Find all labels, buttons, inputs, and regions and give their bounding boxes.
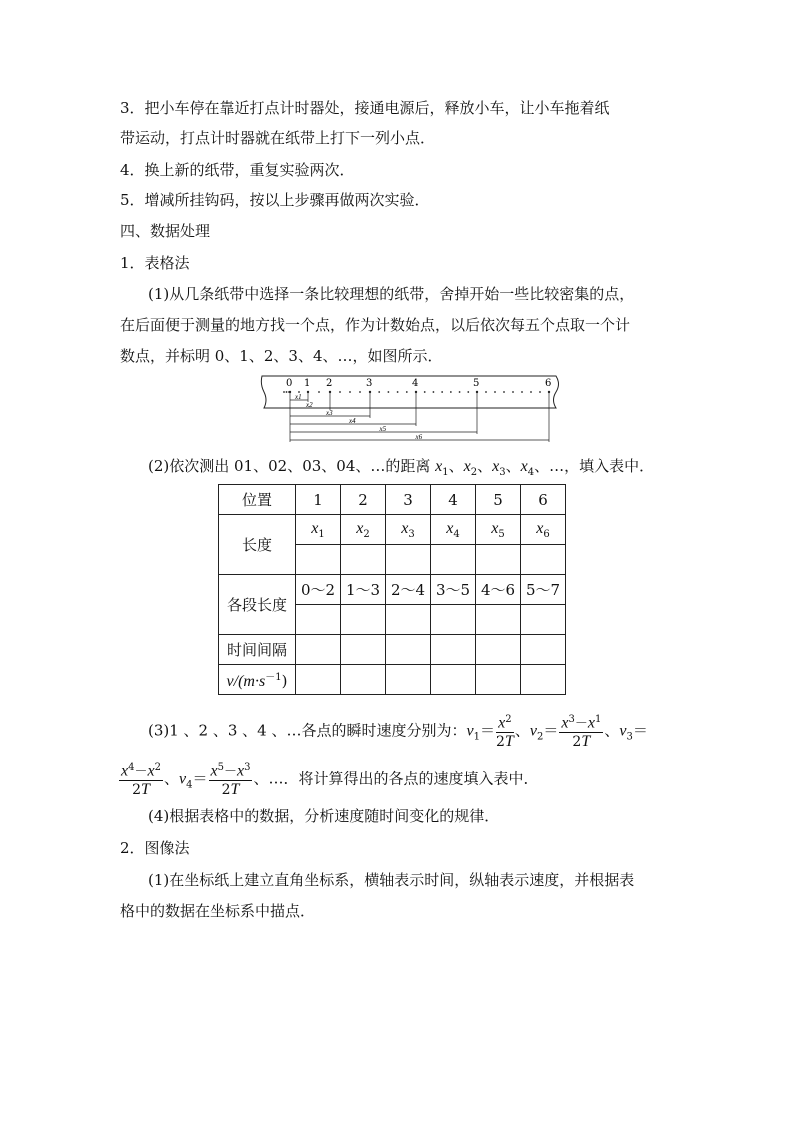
length-symbol: $x_4$ xyxy=(431,515,476,545)
empty-cell xyxy=(341,665,386,695)
tape-dot xyxy=(378,391,380,393)
tick-label: 2 xyxy=(326,378,333,389)
position-cell: 5 xyxy=(476,485,521,515)
segment-cell: 5～7 xyxy=(521,575,566,605)
position-cell: 3 xyxy=(386,485,431,515)
distance-label: x5 xyxy=(379,425,387,433)
tape-dot xyxy=(467,391,469,393)
para-5-line-2: 格中的数据在坐标系中描点． xyxy=(120,902,316,920)
data-table xyxy=(218,484,566,695)
para-1-line-3: 数点，并标明 0、1、2、3、4、…，如图所示． xyxy=(120,347,443,365)
tape-dot xyxy=(359,391,361,393)
tape-dot xyxy=(318,391,320,393)
empty-cell xyxy=(476,605,521,635)
tape-dot xyxy=(339,391,341,393)
tick-label: 3 xyxy=(366,378,373,389)
para-2-prefix: (2)依次测出 01、02、03、04、…的距离 xyxy=(148,457,436,475)
segment-cell: 3～5 xyxy=(431,575,476,605)
para-3-line-1: (3)1 、2 、3 、4 、…各点的瞬时速度分别为：$v_1=$ $\frac{x^2}{2T}$ 、$v_2=$ $\frac{x^3-x^1}{2T}$ 、$v_3=$ xyxy=(148,714,648,751)
tape-dot xyxy=(433,391,435,393)
tick-label: 6 xyxy=(545,378,552,389)
empty-cell xyxy=(476,635,521,665)
empty-cell xyxy=(431,635,476,665)
tick-label: 0 xyxy=(286,378,293,389)
empty-cell xyxy=(521,665,566,695)
position-cell: 4 xyxy=(431,485,476,515)
segment-cell: 0～2 xyxy=(296,575,341,605)
empty-cell xyxy=(296,635,341,665)
position-cell: 6 xyxy=(521,485,566,515)
distance-label: x6 xyxy=(415,433,423,441)
distance-label: x2 xyxy=(306,401,313,409)
empty-cell xyxy=(386,545,431,575)
distance-label: x3 xyxy=(326,409,333,417)
tick-label: 5 xyxy=(473,378,480,389)
tape-dot xyxy=(388,391,390,393)
segment-cell: 2～4 xyxy=(386,575,431,605)
position-cell: 2 xyxy=(341,485,386,515)
step-4: 4．换上新的纸带，重复实验两次． xyxy=(120,161,355,179)
tape-dot xyxy=(521,391,523,393)
tape-dot xyxy=(406,391,408,393)
empty-cell xyxy=(386,635,431,665)
tape-dot xyxy=(485,391,487,393)
tape-dot xyxy=(397,391,399,393)
method-table-heading: 1．表格法 xyxy=(120,254,190,272)
tape-dot xyxy=(349,391,351,393)
empty-cell xyxy=(341,635,386,665)
segment-length-label: 各段长度 xyxy=(219,575,296,635)
paper-tape-figure xyxy=(258,374,563,444)
step-3-line-2: 带运动，打点计时器就在纸带上打下一列小点． xyxy=(120,129,436,147)
empty-cell xyxy=(521,545,566,575)
position-cell: 1 xyxy=(296,485,341,515)
length-symbol: $x_5$ xyxy=(476,515,521,545)
empty-cell xyxy=(296,545,341,575)
method-graph-heading: 2．图像法 xyxy=(120,839,190,857)
tape-dot xyxy=(530,391,532,393)
tape-dot xyxy=(503,391,505,393)
empty-cell xyxy=(431,665,476,695)
segment-cell: 1～3 xyxy=(341,575,386,605)
para-2-suffix: 、…，填入表中． xyxy=(534,457,655,475)
para-3-suffix: ．将计算得出的各点的速度填入表中． xyxy=(283,769,539,788)
tape-dot xyxy=(286,391,288,393)
time-interval-label: 时间间隔 xyxy=(219,635,296,665)
length-symbol: $x_3$ xyxy=(386,515,431,545)
para-2: (2)依次测出 01、02、03、04、…的距离 $x_1$、$x_2$、$x_3$、$x_4$、…，填入表中． xyxy=(148,457,655,478)
empty-cell xyxy=(341,605,386,635)
length-symbol: $x_1$ xyxy=(296,515,341,545)
empty-cell xyxy=(386,605,431,635)
tape-dot xyxy=(539,391,541,393)
distance-label: x4 xyxy=(349,417,356,425)
step-5: 5．增减所挂钩码，按以上步骤再做两次实验． xyxy=(120,191,430,209)
tape-dot xyxy=(459,391,461,393)
tape-dots xyxy=(283,391,541,393)
empty-cell xyxy=(296,665,341,695)
empty-cell xyxy=(431,605,476,635)
empty-cell xyxy=(431,545,476,575)
para-3-prefix: (3)1 、2 、3 、4 、…各点的瞬时速度分别为： xyxy=(148,721,467,740)
tick-label: 1 xyxy=(304,378,311,389)
step-3-line-1: 3．把小车停在靠近打点计时器处，接通电源后，释放小车，让小车拖着纸 xyxy=(120,99,610,117)
para-3-line-2: $\frac{x^4-x^2}{2T}$ 、$v_4=$ $\frac{x^5-x^3}{2T}$ 、…．将计算得出的各点的速度填入表中． xyxy=(121,762,539,799)
tape-dot xyxy=(424,391,426,393)
distance-label: x1 xyxy=(295,393,302,401)
tape-dot xyxy=(283,391,285,393)
empty-cell xyxy=(296,605,341,635)
length-symbol: $x_2$ xyxy=(341,515,386,545)
tape-dot xyxy=(512,391,514,393)
segment-cell: 4～6 xyxy=(476,575,521,605)
empty-cell xyxy=(521,635,566,665)
para-4: (4)根据表格中的数据，分析速度随时间变化的规律． xyxy=(148,807,500,825)
empty-cell xyxy=(521,605,566,635)
length-symbol: $x_6$ xyxy=(521,515,566,545)
section-heading-data-processing: 四、数据处理 xyxy=(120,222,211,240)
position-label: 位置 xyxy=(219,485,296,515)
empty-cell xyxy=(341,545,386,575)
para-5-line-1: (1)在坐标纸上建立直角坐标系，横轴表示时间，纵轴表示速度，并根据表 xyxy=(148,871,635,889)
para-1-line-1: (1)从几条纸带中选择一条比较理想的纸带，舍掉开始一些比较密集的点， xyxy=(148,285,635,303)
empty-cell xyxy=(476,545,521,575)
tick-label: 4 xyxy=(412,378,419,389)
tape-dot xyxy=(494,391,496,393)
tape-dot xyxy=(450,391,452,393)
empty-cell xyxy=(386,665,431,695)
para-1-line-2: 在后面便于测量的地方找一个点，作为计数始点，以后依次每五个点取一个计 xyxy=(120,316,631,334)
tape-dot xyxy=(441,391,443,393)
velocity-label: $v/(m\cdot s^{-1})$ xyxy=(219,665,296,695)
tape-measure-lines xyxy=(290,393,549,441)
length-label: 长度 xyxy=(219,515,296,575)
empty-cell xyxy=(476,665,521,695)
